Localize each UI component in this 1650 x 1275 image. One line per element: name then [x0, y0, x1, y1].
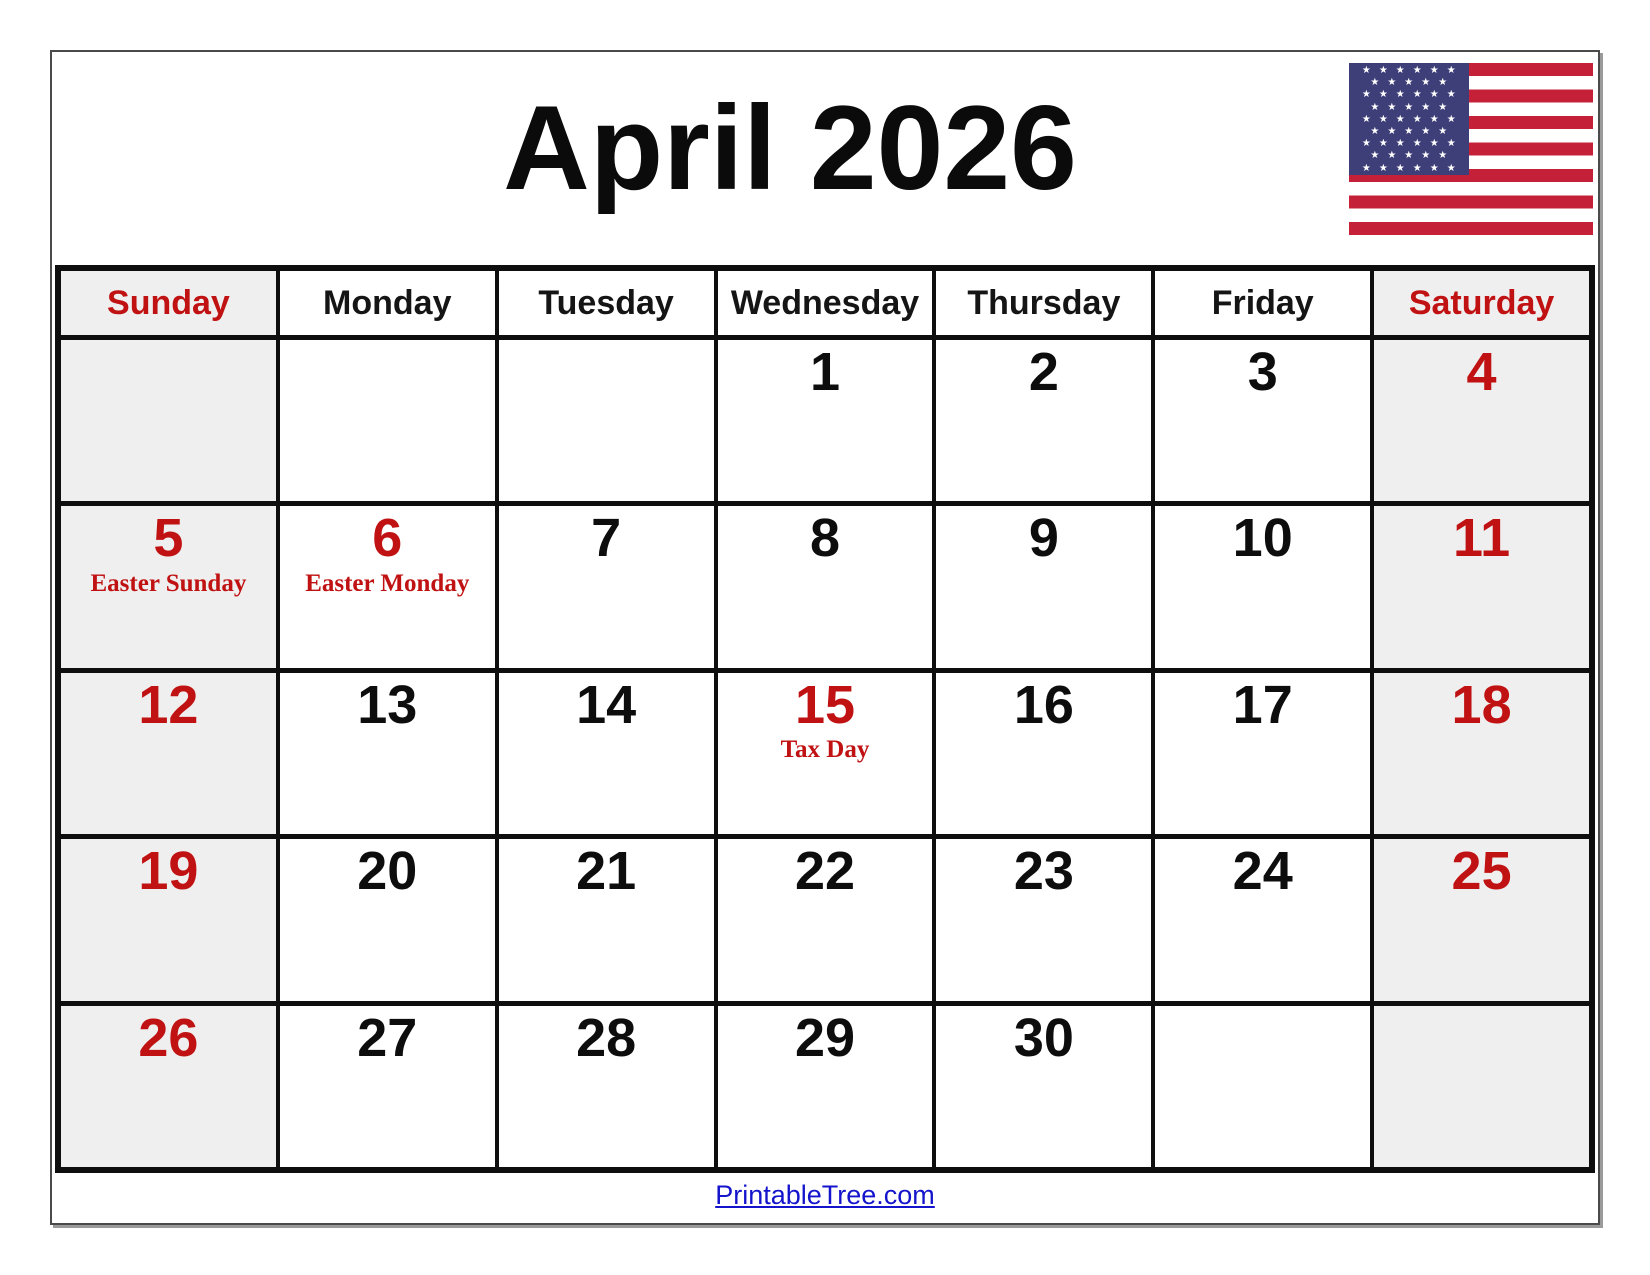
weekday-header-tuesday: [499, 271, 714, 335]
day-cell-13: [280, 673, 495, 834]
flag-star-row: ★★★★★★: [1361, 162, 1464, 174]
weekday-header-saturday: [1374, 271, 1589, 335]
date-number: 1: [809, 342, 841, 402]
date-number: 8: [809, 508, 841, 569]
day-cell-22: [718, 839, 933, 1000]
date-number: 30: [1013, 1007, 1074, 1068]
flag-star-row: ★★★★★: [1370, 150, 1456, 162]
calendar-grid: [55, 265, 1595, 1173]
flag-star-row: ★★★★★★: [1361, 138, 1464, 150]
day-cell-15: [718, 673, 933, 834]
date-number: 2: [1028, 342, 1059, 402]
day-cell-26: [61, 1006, 276, 1167]
date-number: 26: [138, 1007, 199, 1068]
day-cell-1: [718, 340, 933, 501]
day-cell-2: [936, 340, 1151, 501]
date-number: 18: [1451, 674, 1512, 735]
day-cell-17: [1155, 673, 1370, 834]
date-number: 5: [153, 508, 184, 569]
flag-star-row: ★★★★★★: [1361, 65, 1464, 76]
date-number: 10: [1232, 508, 1293, 569]
date-number: 12: [138, 674, 199, 735]
date-number: 3: [1247, 342, 1278, 402]
date-number: 4: [1466, 342, 1497, 402]
calendar-page: [50, 50, 1600, 1225]
day-cell-3: [1155, 340, 1370, 501]
holiday-label: Tax Day: [780, 736, 870, 764]
day-cell-10: [1155, 506, 1370, 667]
weekday-label: Sunday: [107, 283, 230, 322]
day-cell-24: [1155, 839, 1370, 1000]
day-cell-5: [61, 506, 276, 667]
weekday-label: Saturday: [1408, 283, 1555, 322]
date-number: 20: [357, 841, 418, 902]
date-number: 11: [1453, 508, 1511, 569]
day-cell-6: [280, 506, 495, 667]
day-cell-25: [1374, 839, 1589, 1000]
day-cell-21: [499, 839, 714, 1000]
flag-star-row: ★★★★★★: [1361, 113, 1464, 125]
day-cell-27: [280, 1006, 495, 1167]
flag-star-row: ★★★★★: [1370, 126, 1456, 138]
date-number: 13: [357, 674, 418, 735]
date-number: 6: [372, 508, 403, 569]
day-cell-23: [936, 839, 1151, 1000]
day-cell-14: [499, 673, 714, 834]
page-title: April 2026: [503, 81, 1077, 215]
day-cell-4: [1374, 340, 1589, 501]
date-number: 9: [1028, 508, 1059, 569]
date-number: 15: [794, 674, 856, 735]
day-cell-12: [61, 673, 276, 834]
weekday-header-friday: [1155, 271, 1370, 335]
date-number: 19: [138, 841, 199, 902]
day-cell-empty: [1374, 1006, 1589, 1167]
day-cell-empty: [61, 340, 276, 501]
date-number: 24: [1232, 841, 1293, 902]
day-cell-11: [1374, 506, 1589, 667]
day-cell-28: [499, 1006, 714, 1167]
weekday-header-wednesday: [718, 271, 933, 335]
day-cell-18: [1374, 673, 1589, 834]
weekday-label: Wednesday: [730, 283, 920, 322]
day-cell-empty: [280, 340, 495, 501]
date-number: 21: [576, 841, 637, 902]
date-number: 16: [1013, 674, 1074, 735]
date-number: 7: [591, 508, 622, 569]
weekday-label: Tuesday: [538, 283, 674, 322]
flag-star-row: ★★★★★★: [1361, 89, 1464, 101]
weekday-label: Thursday: [967, 283, 1121, 322]
weekday-label: Friday: [1211, 283, 1314, 322]
weekday-header-monday: [280, 271, 495, 335]
day-cell-empty: [499, 340, 714, 501]
flag-star-row: ★★★★★: [1370, 101, 1456, 113]
flag-canton: [1349, 63, 1469, 175]
day-cell-7: [499, 506, 714, 667]
day-cell-20: [280, 839, 495, 1000]
footer: [52, 1180, 1598, 1211]
day-cell-19: [61, 839, 276, 1000]
day-cell-9: [936, 506, 1151, 667]
date-number: 28: [576, 1007, 637, 1068]
weekday-label: Monday: [323, 283, 452, 322]
date-number: 22: [794, 841, 856, 902]
date-number: 14: [576, 674, 637, 735]
day-cell-empty: [1155, 1006, 1370, 1167]
day-cell-8: [718, 506, 933, 667]
holiday-label: Easter Monday: [305, 570, 470, 598]
flag-star-row: ★★★★★: [1370, 77, 1456, 89]
date-number: 17: [1232, 674, 1293, 735]
us-flag-icon: [1349, 63, 1593, 235]
footer-link[interactable]: PrintableTree.com: [715, 1180, 935, 1210]
date-number: 25: [1451, 841, 1512, 902]
weekday-header-thursday: [936, 271, 1151, 335]
date-number: 23: [1013, 841, 1074, 902]
date-number: 27: [357, 1007, 418, 1068]
day-cell-29: [718, 1006, 933, 1167]
day-cell-16: [936, 673, 1151, 834]
day-cell-30: [936, 1006, 1151, 1167]
weekday-header-sunday: [61, 271, 276, 335]
date-number: 29: [794, 1007, 856, 1068]
holiday-label: Easter Sunday: [90, 570, 247, 598]
